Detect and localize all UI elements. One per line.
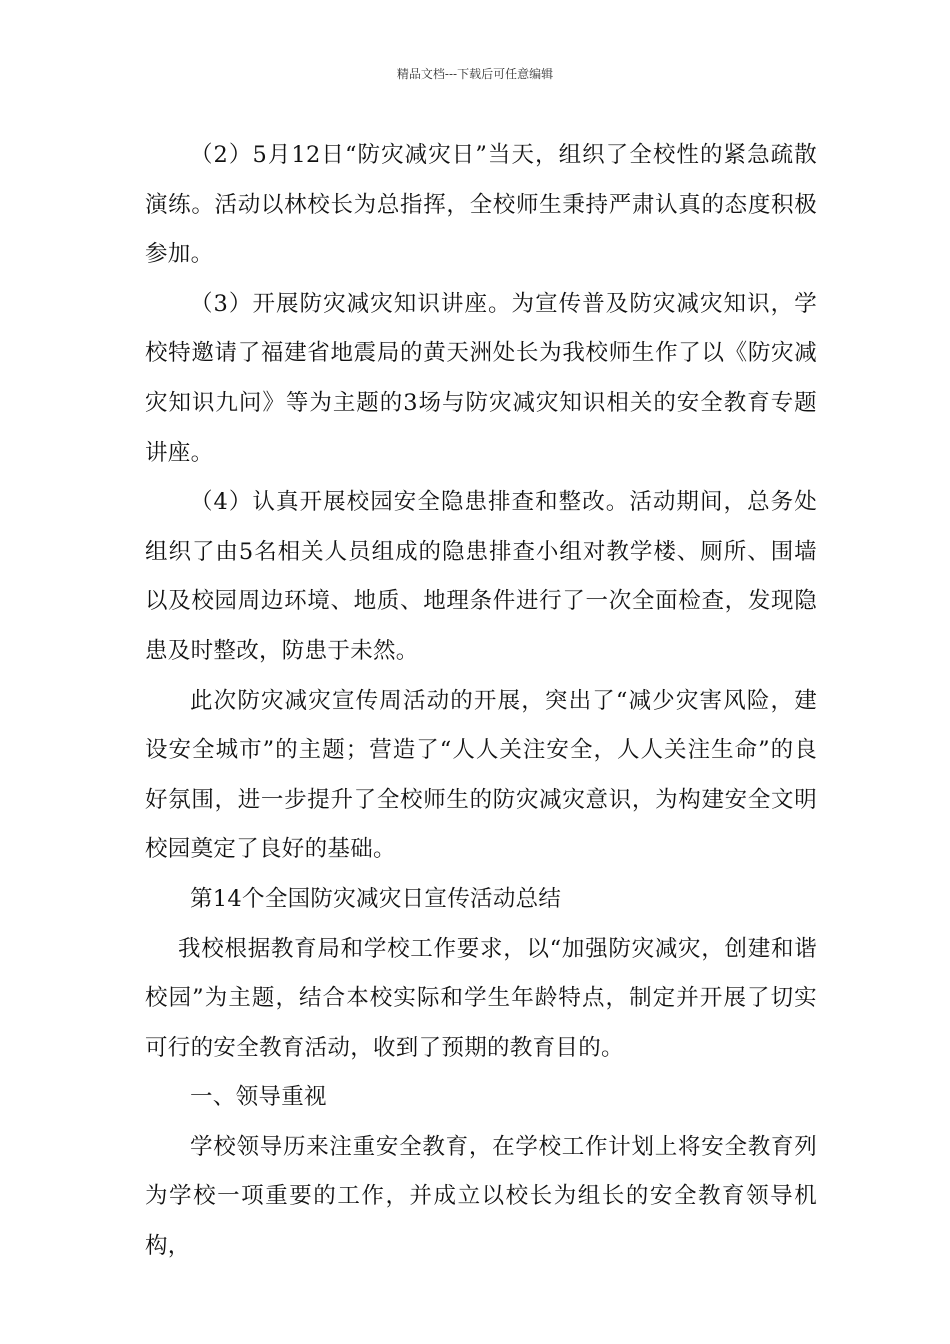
paragraph-emergency-drill: （2）5月12日“防灾减灾日”当天，组织了全校性的紧急疏散演练。活动以林校长为总指挥，全校师生秉持严肃认真的态度积极参加。: [145, 142, 817, 268]
page-header: 精品文档---下载后可任意编辑: [396, 67, 554, 81]
paragraph-summary: 此次防灾减灾宣传周活动的开展，突出了“减少灾害风险，建设安全城市”的主题；营造了“人人关注安全，人人关注生命”的良好氛围，进一步提升了全校师生的防灾减灾意识，为构建安全文明校园奠定了良好的基础。: [145, 687, 817, 863]
paragraph-hazard-inspection: （4）认真开展校园安全隐患排查和整改。活动期间，总务处组织了由5名相关人员组成的隐患排查小组对教学楼、厕所、围墙以及校园周边环境、地质、地理条件进行了一次全面检查，发现隐患及时整改，防患于未然。: [145, 489, 817, 664]
paragraph-leadership: 学校领导历来注重安全教育，在学校工作计划上将安全教育列为学校一项重要的工作，并成立以校长为组长的安全教育领导机构，: [145, 1133, 817, 1260]
document-body: [145, 131, 817, 1272]
paragraph-knowledge-lecture: （3）开展防灾减灾知识讲座。为宣传普及防灾减灾知识，学校特邀请了福建省地震局的黄天洲处长为我校师生作了以《防灾减灾知识九问》等为主题的3场与防灾减灾知识相关的安全教育专题讲座。: [145, 290, 817, 466]
section-title: 第14个全国防灾减灾日宣传活动总结: [190, 885, 562, 912]
section-heading-leadership: 一、领导重视: [190, 1084, 327, 1111]
paragraph-intro: 我校根据教育局和学校工作要求，以“加强防灾减灾，创建和谐校园”为主题，结合本校实际和学生年龄特点，制定并开展了切实可行的安全教育活动，收到了预期的教育目的。: [145, 935, 817, 1061]
